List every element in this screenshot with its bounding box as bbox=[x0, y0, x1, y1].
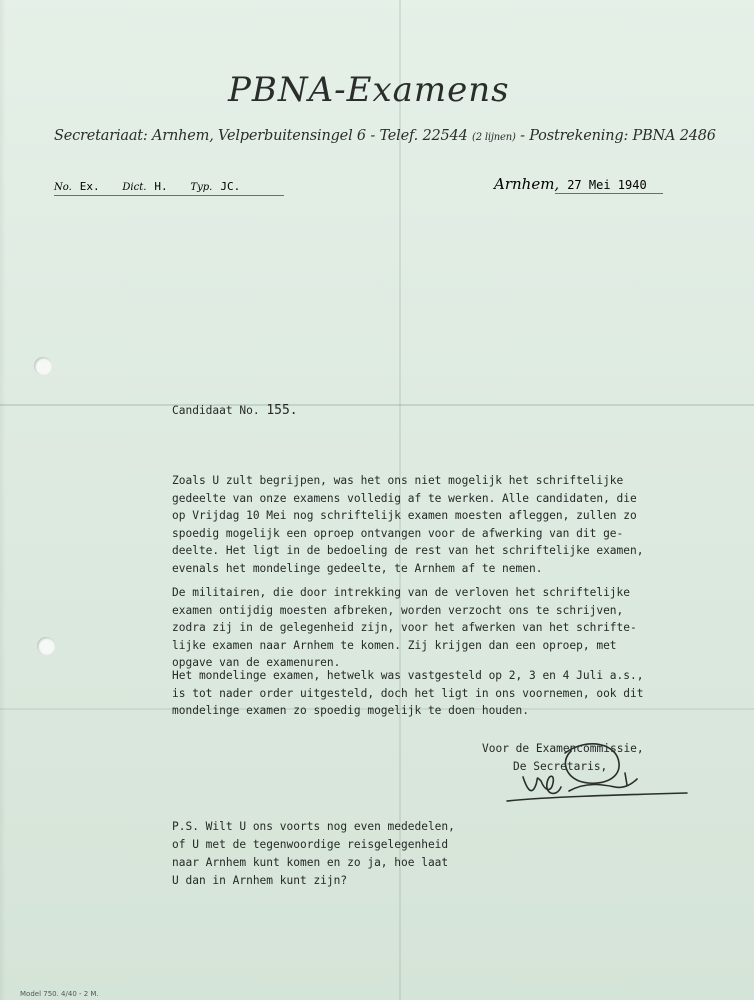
body-line: evenals het mondelinge gedeelte, te Arnhem af te nemen. bbox=[172, 561, 543, 575]
postscript-line: U dan in Arnhem kunt zijn? bbox=[172, 874, 348, 887]
postscript-line: of U met de tegenwoordige reisgelegenheid bbox=[172, 838, 449, 851]
ref-no-label: No. bbox=[54, 182, 72, 193]
punch-hole bbox=[37, 637, 55, 655]
body-line: op Vrijdag 10 Mei nog schriftelijk examen moesten afleggen, zullen zo bbox=[172, 509, 637, 523]
letterhead-address bbox=[54, 128, 716, 144]
address-main: Secretariaat: Arnhem, Velperbuitensingel 6 - Telef. 22544 bbox=[54, 128, 468, 144]
ref-dict-value: H. bbox=[154, 180, 168, 193]
ref-dict-label: Dict. bbox=[122, 182, 147, 193]
handwritten-signature bbox=[505, 735, 695, 815]
body-line: mondelinge examen zo spoedig mogelijk te doen houden. bbox=[172, 704, 529, 718]
reference-underline bbox=[54, 195, 284, 196]
body-line: zodra zij in de gelegenheid zijn, voor het afwerken van het schrifte- bbox=[172, 621, 637, 635]
body-line: examen ontijdig moesten afbreken, worden verzocht ons te schrijven, bbox=[172, 603, 624, 617]
body-line: Zoals U zult begrijpen, was het ons niet mogelijk het schriftelijke bbox=[172, 474, 624, 487]
body-paragraph-2 bbox=[172, 584, 712, 672]
date-line bbox=[494, 175, 647, 194]
letterhead-brand: PBNA-Examens bbox=[228, 70, 510, 110]
closing-committee: Voor de Examencommissie, bbox=[482, 742, 644, 755]
body-line: Het mondelinge examen, hetwelk was vastgesteld op 2, 3 en 4 Juli a.s., bbox=[172, 669, 644, 682]
address-phone-lines: (2 lijnen) bbox=[472, 132, 516, 143]
form-model-footer: Model 750. 4/40 - 2 M. bbox=[20, 990, 99, 998]
candidate-number: 155. bbox=[266, 403, 298, 418]
punch-hole bbox=[34, 357, 52, 375]
date-value: 27 Mei 1940 bbox=[567, 178, 647, 192]
body-line: spoedig mogelijk een oproep ontvangen voor de afwerking van dit ge- bbox=[172, 526, 624, 540]
body-line: is tot nader order uitgesteld, doch het ligt in ons voornemen, ook dit bbox=[172, 686, 644, 700]
postscript-line: P.S. Wilt U ons voorts nog even mededelen, bbox=[172, 820, 455, 833]
body-line: deelte. Het ligt in de bedoeling de rest van het schriftelijke examen, bbox=[172, 544, 644, 558]
body-line: gedeelte van onze examens volledig af te werken. Alle candidaten, die bbox=[172, 491, 637, 505]
address-postal-account: - Postrekening: PBNA 2486 bbox=[520, 128, 716, 144]
body-paragraph-1 bbox=[172, 472, 712, 578]
ref-typ-value: JC. bbox=[220, 180, 241, 193]
body-line: opgave van de examenuren. bbox=[172, 656, 341, 670]
date-city: Arnhem, bbox=[494, 175, 560, 193]
paper-fold-line bbox=[0, 404, 754, 406]
date-underline bbox=[555, 193, 663, 194]
postscript-block bbox=[172, 818, 455, 890]
ref-typ-label: Typ. bbox=[190, 182, 213, 193]
body-line: lijke examen naar Arnhem te komen. Zij krijgen dan een oproep, met bbox=[172, 638, 617, 652]
closing-secretary: De Secretaris, bbox=[513, 760, 608, 773]
body-paragraph-3 bbox=[172, 667, 712, 720]
body-line: De militairen, die door intrekking van de verloven het schriftelijke bbox=[172, 586, 631, 599]
ref-no-value: Ex. bbox=[79, 180, 100, 193]
reference-row bbox=[54, 180, 260, 193]
postscript-line: naar Arnhem kunt komen en zo ja, hoe laat bbox=[172, 856, 449, 869]
candidate-line bbox=[172, 403, 298, 418]
candidate-label: Candidaat No. bbox=[172, 404, 260, 417]
